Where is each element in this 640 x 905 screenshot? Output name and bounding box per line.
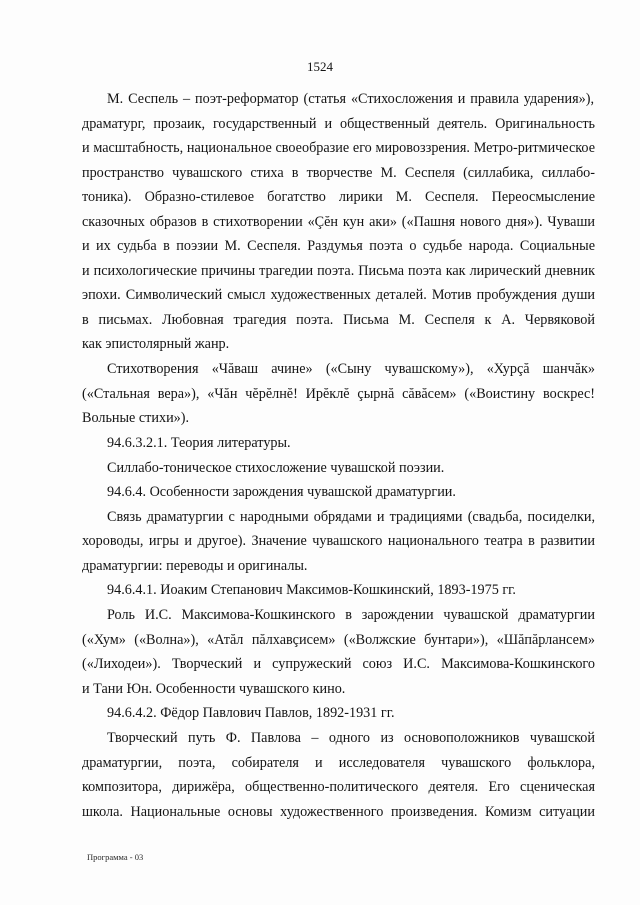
text-line: композитора, дирижёра, общественно-политического деятеля. Его сценическая: [82, 779, 595, 795]
text-line: тоника). Образно-стилевое богатство лирики М. Сеспеля. Переосмысление: [82, 189, 595, 205]
section-heading: 94.6.4.2. Фёдор Павлович Павлов, 1892-1931 гг.: [107, 705, 395, 721]
text-line: как эпистолярный жанр.: [82, 336, 230, 352]
text-line: Силлабо-тоническое стихосложение чувашской поэзии.: [107, 460, 445, 476]
text-line: хороводы, игры и другое). Значение чувашского национального театра в развитии: [82, 533, 595, 549]
section-heading: 94.6.4. Особенности зарождения чувашской драматургии.: [107, 484, 456, 500]
page-number: 1524: [307, 59, 333, 74]
text-line: и масштабность, национальное своеобразие его мировоззрения. Метро-ритмическое: [82, 140, 595, 156]
text-line: эпохи. Символический смысл художественных деталей. Мотив пробуждения души: [82, 287, 595, 303]
text-line: драматург, прозаик, государственный и общественный деятель. Оригинальность: [82, 116, 595, 132]
text-line: и их судьба в поэзии М. Сеспеля. Раздумья поэта о судьбе народа. Социальные: [82, 238, 595, 254]
text-line: сказочных образов в стихотворении «Çĕн кун аки» («Пашня нового дня»). Чуваши: [82, 214, 595, 230]
section-heading: 94.6.4.1. Иоаким Степанович Максимов-Кошкинский, 1893-1975 гг.: [107, 582, 516, 598]
section-heading: 94.6.3.2.1. Теория литературы.: [107, 435, 291, 451]
text-line: школа. Национальные основы художественного произведения. Комизм ситуации: [82, 804, 595, 820]
text-line: драматургии, поэта, собирателя и исследователя чувашского фольклора,: [82, 755, 595, 771]
text-line: и Тани Юн. Особенности чувашского кино.: [82, 681, 346, 697]
text-line: («Лиходеи»). Творческий и супружеский союз И.С. Максимова-Кошкинского: [82, 656, 595, 672]
text-line: драматургии: переводы и оригиналы.: [82, 558, 308, 574]
text-line: в письмах. Любовная трагедия поэта. Письма М. Сеспеля к А. Червяковой: [82, 312, 595, 328]
page-footer: Программа - 03: [87, 852, 144, 862]
text-line: («Хум» («Волна»), «Атăл пăлхавçисем» («Волжские бунтари»), «Шăпăрлансем»: [82, 632, 595, 648]
text-line: Вольные стихи»).: [82, 410, 190, 426]
text-line: пространство чувашского стиха в творчестве М. Сеспеля (силлабика, силлабо-: [82, 165, 595, 181]
text-line: Стихотворения «Чăваш ачине» («Сыну чувашскому»), «Хурçă шанчăк»: [107, 361, 595, 377]
text-line: Творческий путь Ф. Павлова – одного из основоположников чувашской: [107, 730, 595, 746]
text-line: Связь драматургии с народными обрядами и традициями (свадьба, посиделки,: [107, 509, 595, 525]
text-line: («Стальная вера»), «Чăн чĕрĕлнĕ! Ирĕклĕ çырнă сăвăсем» («Воистину воскрес!: [82, 386, 595, 402]
text-line: М. Сеспель – поэт-реформатор (статья «Стихосложения и правила ударения»),: [107, 91, 594, 107]
text-line: и психологические причины трагедии поэта. Письма поэта как лирический дневник: [82, 263, 595, 279]
text-line: Роль И.С. Максимова-Кошкинского в зарождении чувашской драматургии: [107, 607, 595, 623]
